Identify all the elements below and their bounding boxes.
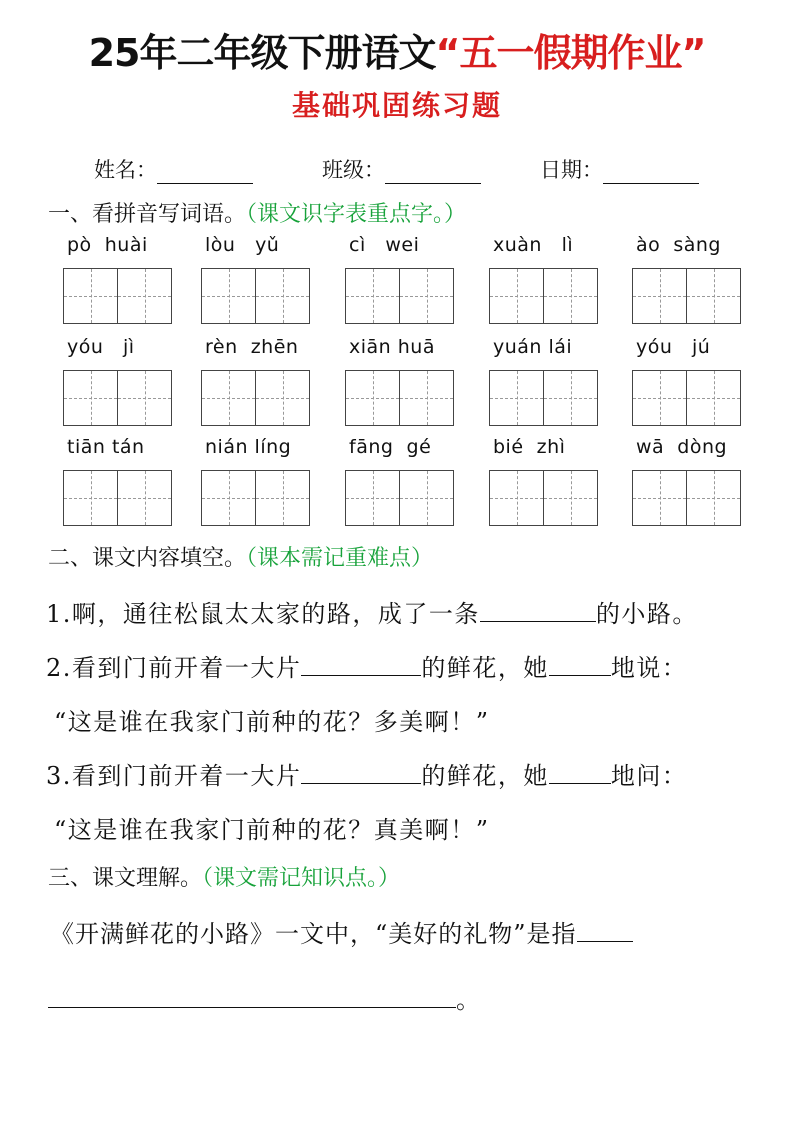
tianzige-cell[interactable] xyxy=(255,370,310,426)
word-pinyin: yuán lái xyxy=(493,336,573,358)
word-pinyin: tiān tán xyxy=(67,436,145,458)
q2-text-c: 地说： xyxy=(610,654,688,682)
fill-question-2 xyxy=(46,648,687,683)
fill-question-3 xyxy=(46,756,687,791)
writing-grid xyxy=(63,470,172,526)
q2-text-a: 2.看到门前开着一大片 xyxy=(46,654,302,682)
word-pinyin: nián líng xyxy=(205,436,292,458)
page-subtitle: 基础巩固练习题 xyxy=(291,89,502,122)
q2-quote: “这是谁在我家门前种的花？多美啊！” xyxy=(54,708,490,736)
q3-text-a: 3.看到门前开着一大片 xyxy=(46,762,302,790)
tianzige-cell[interactable] xyxy=(345,470,400,526)
writing-grid xyxy=(345,268,454,324)
section-1-title: 一、看拼音写词语。 xyxy=(48,202,247,227)
writing-grid xyxy=(345,470,454,526)
tianzige-cell[interactable] xyxy=(345,268,400,324)
writing-grid xyxy=(201,370,310,426)
tianzige-cell[interactable] xyxy=(632,370,687,426)
date-field[interactable] xyxy=(540,154,699,184)
q3-blank-2[interactable] xyxy=(549,759,611,784)
writing-grid xyxy=(632,370,741,426)
tianzige-cell[interactable] xyxy=(201,268,256,324)
name-field[interactable] xyxy=(94,154,253,184)
tianzige-cell[interactable] xyxy=(63,370,118,426)
word-pinyin: fāng gé xyxy=(349,436,432,458)
tianzige-cell[interactable] xyxy=(255,268,310,324)
tianzige-cell[interactable] xyxy=(543,370,598,426)
q3-text-b: 的鲜花，她 xyxy=(421,762,549,790)
q3-text-c: 地问： xyxy=(610,762,688,790)
q2-blank-2[interactable] xyxy=(549,651,611,676)
section-1-heading xyxy=(48,197,466,228)
class-label: 班级： xyxy=(322,158,385,182)
word-pinyin: xiān huā xyxy=(349,336,435,358)
tianzige-cell[interactable] xyxy=(686,370,741,426)
tianzige-cell[interactable] xyxy=(632,268,687,324)
comp-q1-blank-2[interactable] xyxy=(48,983,456,1008)
writing-grid xyxy=(489,268,598,324)
page-title xyxy=(0,22,794,77)
word-pinyin: yóu jì xyxy=(67,336,135,358)
tianzige-cell[interactable] xyxy=(489,268,544,324)
q2-blank-1[interactable] xyxy=(301,651,421,676)
tianzige-cell[interactable] xyxy=(63,268,118,324)
tianzige-cell[interactable] xyxy=(489,470,544,526)
q1-text-b: 的小路。 xyxy=(595,600,698,628)
word-pinyin: ào sàng xyxy=(636,234,721,256)
tianzige-cell[interactable] xyxy=(117,370,172,426)
word-pinyin: xuàn lì xyxy=(493,234,574,256)
section-3-hint: （课文需记知识点。） xyxy=(202,866,401,891)
class-field[interactable] xyxy=(322,154,481,184)
tianzige-cell[interactable] xyxy=(399,370,454,426)
writing-grid xyxy=(201,470,310,526)
comprehension-answer-line xyxy=(48,980,482,1015)
writing-grid xyxy=(345,370,454,426)
word-pinyin: pò huài xyxy=(67,234,148,256)
writing-grid xyxy=(489,370,598,426)
name-blank[interactable] xyxy=(157,161,253,184)
tianzige-cell[interactable] xyxy=(399,470,454,526)
word-pinyin: bié zhì xyxy=(493,436,566,458)
q1-text-a: 1.啊，通往松鼠太太家的路，成了一条 xyxy=(46,600,480,628)
section-2-hint: （课本需记重难点） xyxy=(246,546,434,571)
writing-grid xyxy=(63,370,172,426)
word-pinyin: wā dòng xyxy=(636,436,728,458)
tianzige-cell[interactable] xyxy=(489,370,544,426)
tianzige-cell[interactable] xyxy=(686,470,741,526)
tianzige-cell[interactable] xyxy=(543,268,598,324)
q1-blank[interactable] xyxy=(480,597,596,622)
q3-blank-1[interactable] xyxy=(301,759,421,784)
tianzige-cell[interactable] xyxy=(255,470,310,526)
title-quote: “五一假期作业” xyxy=(435,31,706,75)
section-3-title: 三、课文理解。 xyxy=(48,866,203,891)
writing-grid xyxy=(489,470,598,526)
comprehension-question-1 xyxy=(50,914,633,949)
q2-text-b: 的鲜花，她 xyxy=(421,654,549,682)
q3-quote: “这是谁在我家门前种的花？真美啊！” xyxy=(54,816,490,844)
tianzige-cell[interactable] xyxy=(201,370,256,426)
writing-grid xyxy=(201,268,310,324)
tianzige-cell[interactable] xyxy=(543,470,598,526)
section-1-hint: （课文识字表重点字。） xyxy=(246,202,467,227)
section-3-heading xyxy=(48,861,400,892)
tianzige-cell[interactable] xyxy=(117,470,172,526)
comp-q1-text: 《开满鲜花的小路》一文中，“美好的礼物”是指 xyxy=(50,920,577,948)
tianzige-cell[interactable] xyxy=(632,470,687,526)
writing-grid xyxy=(632,268,741,324)
word-pinyin: yóu jú xyxy=(636,336,711,358)
tianzige-cell[interactable] xyxy=(63,470,118,526)
tianzige-cell[interactable] xyxy=(399,268,454,324)
comp-q1-blank-1[interactable] xyxy=(577,917,633,942)
date-blank[interactable] xyxy=(603,161,699,184)
word-pinyin: cì wei xyxy=(349,234,420,256)
writing-grid xyxy=(63,268,172,324)
name-label: 姓名： xyxy=(94,158,157,182)
tianzige-cell[interactable] xyxy=(117,268,172,324)
tianzige-cell[interactable] xyxy=(686,268,741,324)
comp-q1-end: 。 xyxy=(456,986,482,1014)
title-main: 25年二年级下册语文 xyxy=(88,31,436,75)
section-2-title: 二、课文内容填空。 xyxy=(48,546,247,571)
section-2-heading xyxy=(48,541,433,572)
tianzige-cell[interactable] xyxy=(345,370,400,426)
writing-grid xyxy=(632,470,741,526)
date-label: 日期： xyxy=(540,158,603,182)
fill-question-1 xyxy=(46,594,698,629)
class-blank[interactable] xyxy=(385,161,481,184)
tianzige-cell[interactable] xyxy=(201,470,256,526)
word-pinyin: rèn zhēn xyxy=(205,336,299,358)
word-pinyin: lòu yǔ xyxy=(205,234,280,256)
